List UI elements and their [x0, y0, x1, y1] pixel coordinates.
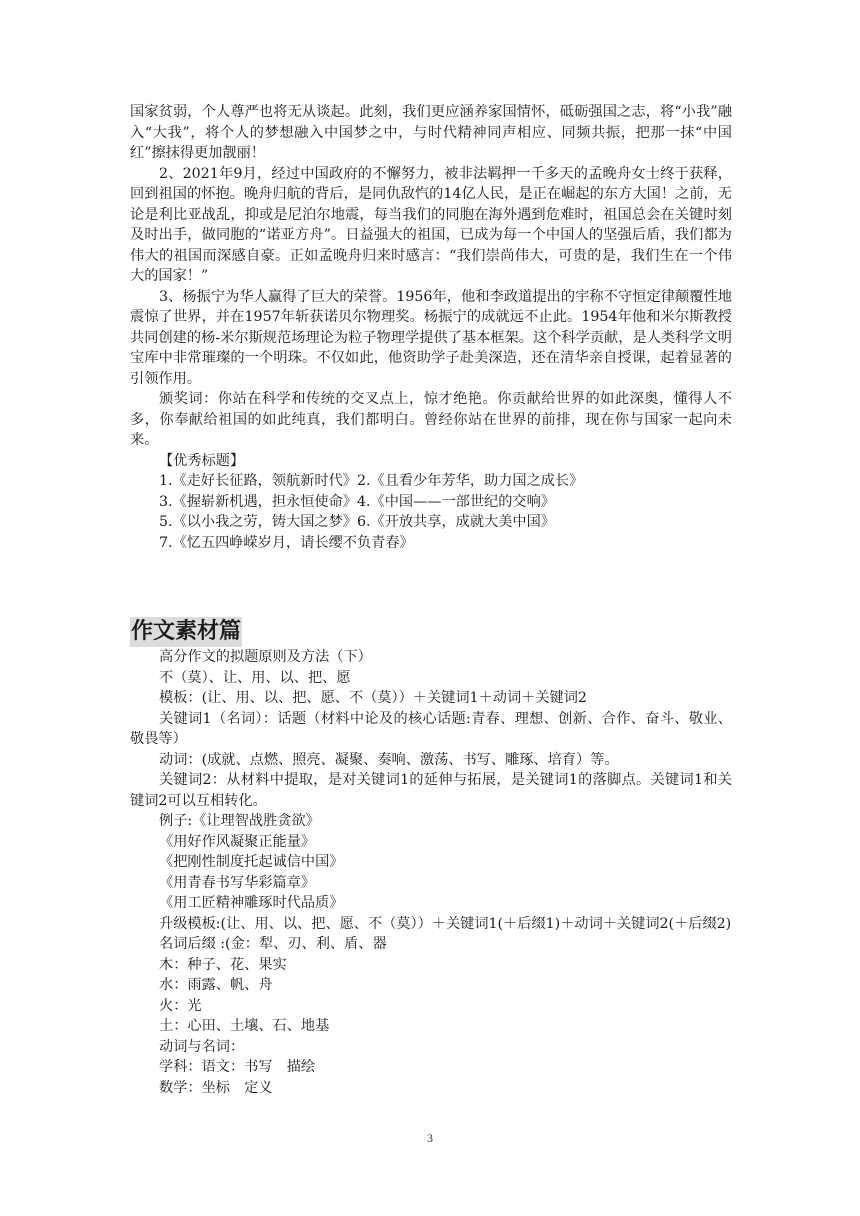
section-heading-block	[130, 581, 732, 644]
page-number: 3	[427, 1131, 433, 1145]
title-list-item: 3.《握崭新机遇，担永恒使命》4.《中国——一部世纪的交响》	[159, 493, 555, 510]
method-line: 模板：(让、用、以、把、愿、不（莫））＋关键词1＋动词＋关键词2	[159, 690, 587, 706]
paragraph-yang-zhenning: 3、杨振宁为华人赢得了巨大的荣誉。1956年，他和李政道提出的宇称不守恒定律颠覆性地震惊了世界，并在1957年斩获诺贝尔物理奖。杨振宁的成就远不止此。1954年他和米尔斯教授共同创建的杨-米尔斯规范场理论为粒子物理学提供了基本框架。这个科学贡献，是人类科学文明宝库中非常璀璨的一个明珠。不仅如此，他资助学子赴美深造，还在清华亲自授课，起着显著的引领作用。	[130, 288, 732, 387]
section-heading: 作文素材篇	[130, 617, 242, 647]
example-line: 《用好作风凝聚正能量》	[159, 833, 316, 850]
suffix-line: 火：光	[159, 997, 202, 1014]
method-line: 关键词2：从材料中提取，是对关键词1的延伸与拓展，是关键词1的落脚点。关键词1和关键词2可以互相转化。	[130, 772, 732, 809]
example-line: 例子:《让理智战胜贪欲》	[159, 813, 320, 829]
title-list-item: 1.《走好长征路，领航新时代》2.《且看少年芳华，助力国之成长》	[159, 473, 584, 489]
paragraph-continuation: 国家贫弱，个人尊严也将无从谈起。此刻，我们更应涵养家国情怀，砥砺强国之志，将“小我”融入“大我”，将个人的梦想融入中国梦之中，与时代精神同声相应、同频共振，把那一抹“中国红”擦抹得更加靓丽！	[130, 104, 732, 161]
method-line: 升级模板:(让、用、以、把、愿、不（莫））＋关键词1(＋后缀1)＋动词＋关键词2(＋后缀2)	[159, 915, 732, 932]
subject-line: 学科：语文：书写 描绘	[159, 1059, 316, 1075]
method-title: 高分作文的拟题原则及方法（下）	[159, 649, 372, 665]
method-line: 动词：(成就、点燃、照亮、凝聚、奏响、激荡、书写、雕琢、培育）等。	[159, 751, 619, 768]
method-line: 关键词1（名词）：话题（材料中论及的核心话题:青春、理想、创新、合作、奋斗、敬业、敬畏等）	[130, 710, 732, 747]
paragraph-award-citation: 颁奖词：你站在科学和传统的交叉点上，惊才绝艳。你贡献给世界的如此深奥，懂得人不多，你奉献给祖国的如此纯真，我们都明白。曾经你站在世界的前排，现在你与国家一起向未来。	[130, 391, 732, 448]
title-list-item: 5.《以小我之劳，铸大国之梦》6.《开放共享，成就大美中国》	[159, 514, 555, 530]
suffix-line: 土：心田、土壤、石、地基	[159, 1018, 330, 1034]
suffix-line: 水：雨露、帆、舟	[159, 977, 273, 993]
example-line: 《把刚性制度托起诚信中国》	[159, 854, 344, 870]
suffix-line: 木：种子、花、果实	[159, 956, 287, 973]
page-content	[130, 102, 732, 1098]
title-list-item: 7.《忆五四峥嵘岁月，请长缨不负青春》	[159, 534, 414, 551]
subject-line: 数学：坐标 定义	[159, 1079, 273, 1096]
method-line: 不（莫）、让、用、以、把、愿	[159, 669, 351, 686]
suffix-line: 名词后缀 :(金：犁、刃、利、盾、器	[159, 936, 387, 952]
excellent-titles-label: 【优秀标题】	[159, 452, 245, 469]
method-line: 动词与名词：	[159, 1038, 245, 1055]
example-line: 《用工匠精神雕琢时代品质》	[159, 895, 344, 911]
example-line: 《用青春书写华彩篇章》	[159, 874, 316, 891]
paragraph-meng-wanzhou: 2、2021年9月，经过中国政府的不懈努力，被非法羁押一千多天的孟晚舟女士终于获释，回到祖国的怀抱。晚舟归航的背后，是同仇敌忾的14亿人民，是正在崛起的东方大国！之前，无论是利比亚战乱，抑或是尼泊尔地震，每当我们的同胞在海外遇到危难时，祖国总会在关键时刻及时出手，做同胞的“诺亚方舟”。日益强大的祖国，已成为每一个中国人的坚强后盾，我们都为伟大的祖国而深感自豪。正如孟晚舟归来时感言：“我们崇尚伟大，可贵的是，我们生在一个伟大的国家！”	[130, 165, 732, 284]
